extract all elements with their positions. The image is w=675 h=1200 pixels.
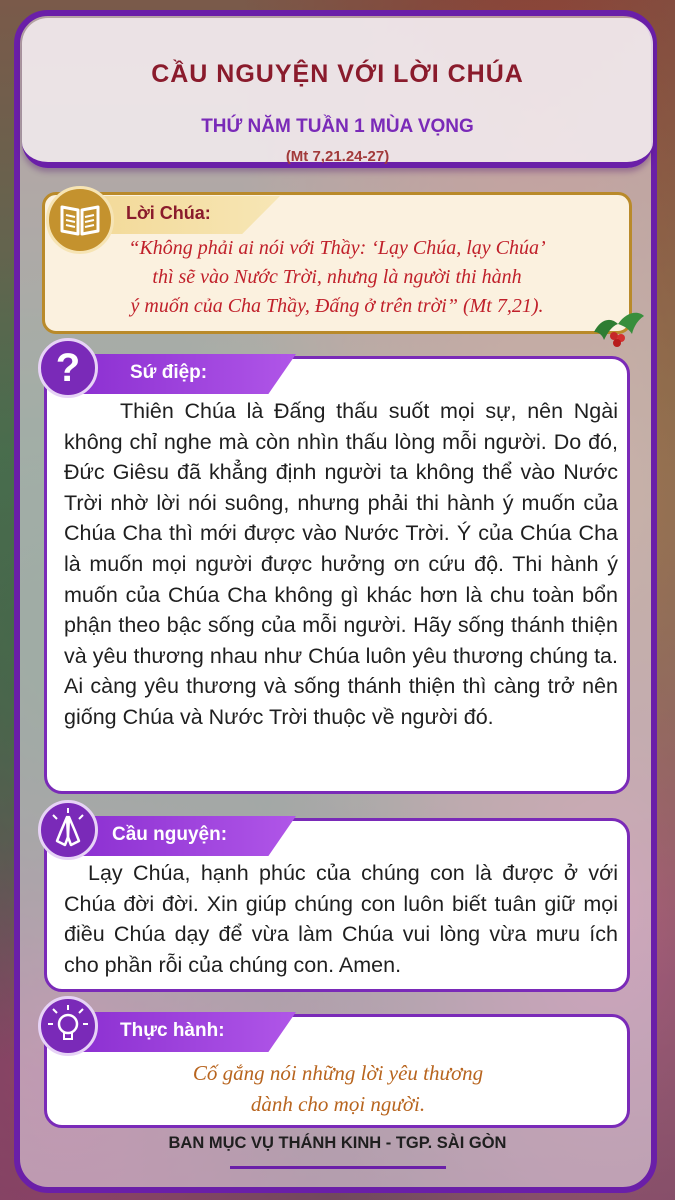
question-icon: ? (38, 338, 98, 398)
practice-label: Thực hành: (120, 1020, 225, 1041)
practice-line: Cố gắng nói những lời yêu thương (192, 1061, 484, 1085)
scripture-quote (52, 234, 622, 321)
footer-credit: BAN MỤC VỤ THÁNH KINH - TGP. SÀI GÒN (168, 1134, 507, 1152)
header-card (22, 18, 653, 168)
prayer-label: Cầu nguyện: (112, 824, 228, 845)
prayer-text: Lạy Chúa, hạnh phúc của chúng con là được ở với Chúa đời đời. Xin giúp chúng con luôn biết tuân giữ mọi điều Chúa dạy để vừa làm Chúa vui lòng vừa mưu ích cho phần rỗi của chúng con. Amen. (64, 861, 618, 977)
word-label: Lời Chúa: (126, 203, 211, 223)
scripture-line: ý muốn của Cha Thầy, Đấng ở trên trời” (Mt 7,21). (130, 295, 544, 317)
scripture-line: “Không phải ai nói với Thầy: ‘Lạy Chúa, lạy Chúa’ (128, 237, 546, 259)
footer-divider (230, 1166, 446, 1169)
praying-hands-icon (38, 800, 98, 860)
practice-text (60, 1058, 616, 1120)
lightbulb-icon (38, 996, 98, 1056)
holly-icon (584, 302, 648, 352)
message-label: Sứ điệp: (130, 362, 208, 383)
scripture-reference: (Mt 7,21.24-27) (285, 148, 390, 165)
page-title: CẦU NGUYỆN VỚI LỜI CHÚA (151, 60, 524, 88)
page-subtitle: THỨ NĂM TUẦN 1 MÙA VỌNG (201, 116, 474, 137)
scripture-line: thì sẽ vào Nước Trời, nhưng là người thi hành (152, 266, 522, 288)
message-text: Thiên Chúa là Đấng thấu suốt mọi sự, nên Ngài không chỉ nghe mà còn nhìn thấu lòng mỗi người. Do đó, Đức Giêsu đã khẳng định người ta không thể vào Nước Trời nhờ lời nói suông, nhưng phải thi hành ý muốn của Chúa Cha thì mới được vào Nước Trời. Ý của Chúa Cha là muốn mọi người được hưởng ơn cứu độ. Thi hành ý muốn của Chúa Cha không gì khác hơn là chu toàn bổn phận theo bậc sống của mỗi người. Hãy sống thánh thiện và yêu thương nhau như Chúa luôn yêu thương chúng ta. Ai càng yêu thương và sống thánh thiện thì càng trở nên giống Chúa và Nước Trời thuộc về người đó. (64, 399, 618, 729)
practice-line: dành cho mọi người. (250, 1092, 426, 1116)
